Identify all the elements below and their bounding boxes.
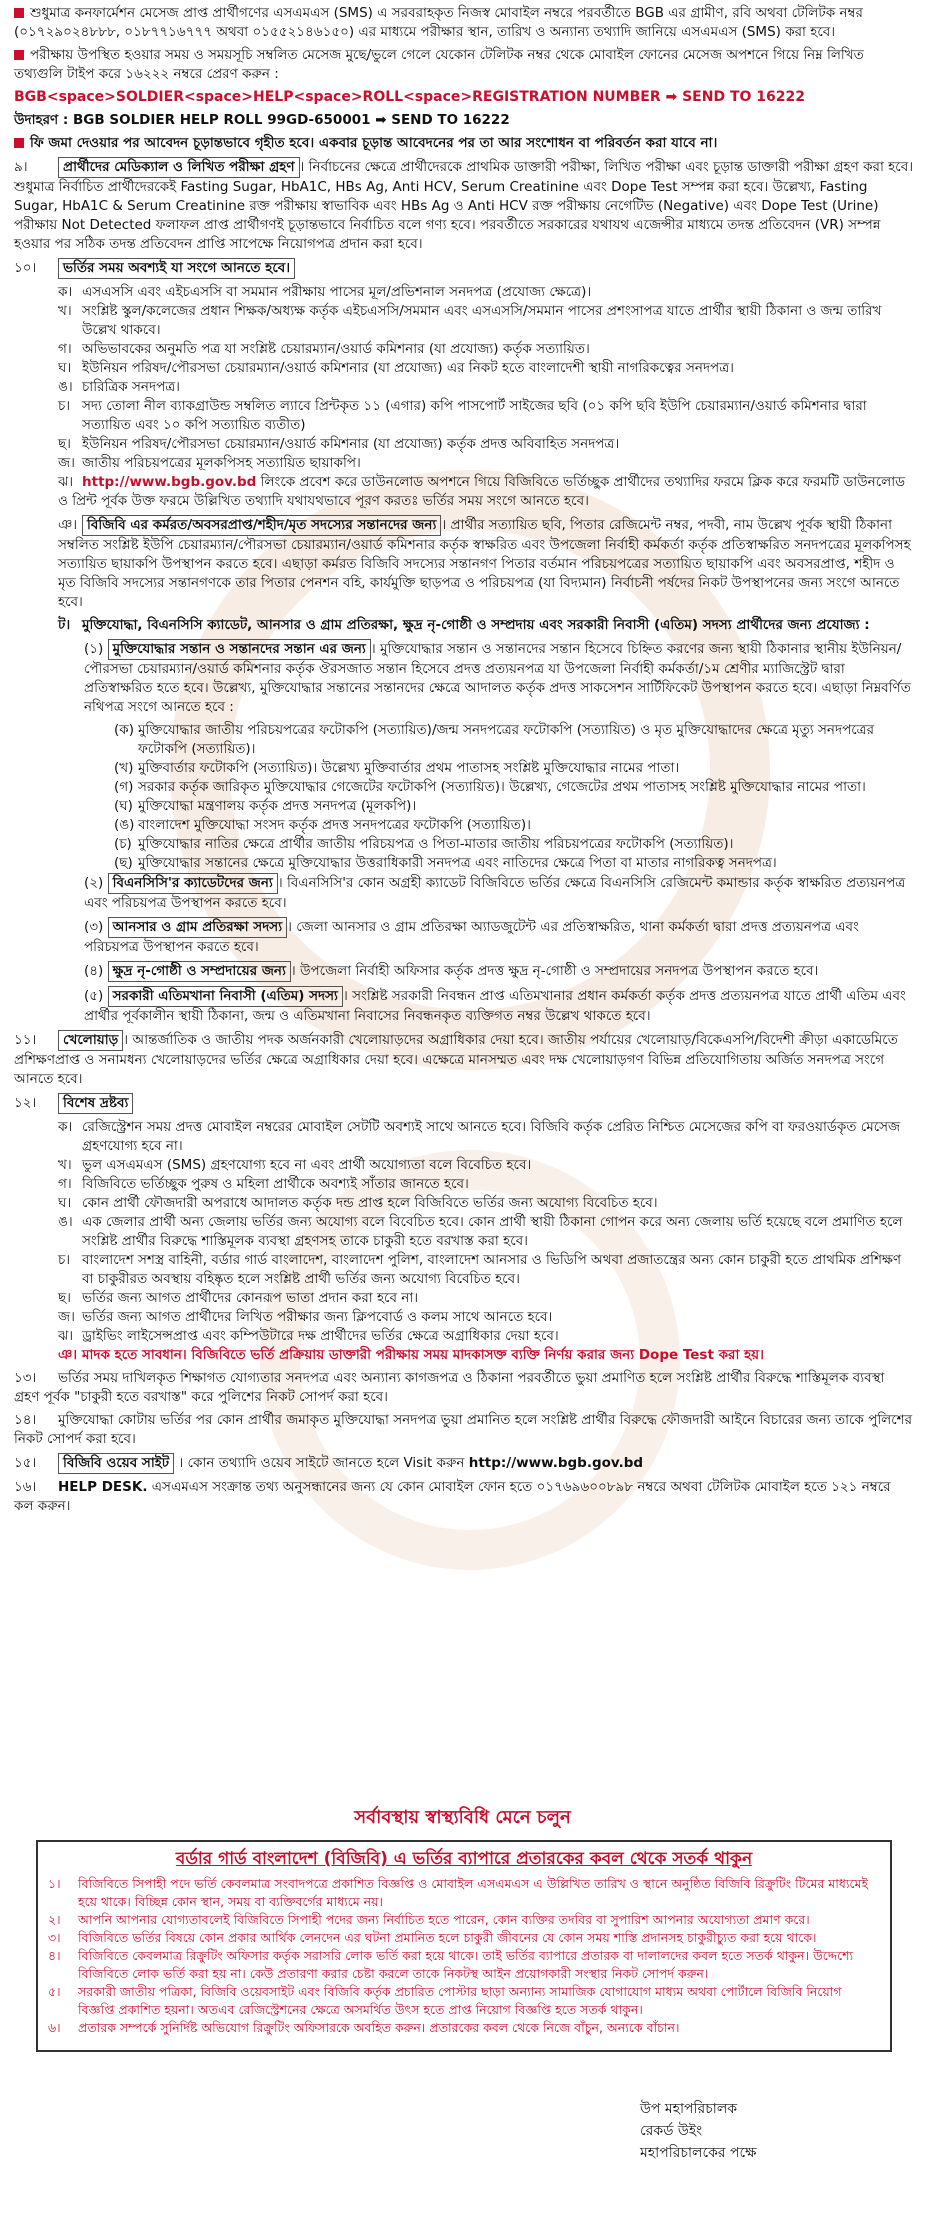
- list-item: ঝ। ড্রাইভিং লাইসেন্সপ্রাপ্ত এবং কম্পিউটারে দক্ষ প্রার্থীদের ভর্তির ক্ষেত্রে অগ্রাধিকার দেয়া হবে।: [58, 1328, 559, 1344]
- list-item: গ। বিজিবিতে ভর্তিচ্ছুক পুরুষ ও মহিলা প্রার্থীকে অবশ্যই সাঁতার জানতে হবে।: [58, 1176, 469, 1192]
- signatory-wing: রেকর্ড উইং: [640, 2123, 703, 2139]
- signature-block: [640, 2098, 757, 2164]
- list-item: ২। আপনি আপনার যোগ্যতাবলেই বিজিবিতে সিপাহী পদের জন্য নির্বাচিত হতে পারেন, কোন ব্যক্তির তদবির বা সুপারিশ আপনার অযোগ্যতা প্রমাণ করে।: [48, 1912, 810, 1927]
- fraud-warning-title: বর্ডার গার্ড বাংলাদেশ (বিজিবি) এ ভর্তির ব্যাপারে প্রতারকের কবল থেকে সতর্ক থাকুন: [175, 1849, 753, 1869]
- section-10-ta: ট। মুক্তিযোদ্ধা, বিএনসিসি ক্যাডেট, আনসার ও গ্রাম প্রতিরক্ষা, ক্ষুদ্র নৃ-গোষ্ঠী ও সম্প্রদায় এবং সরকারী নিবাসী (এতিম) সদস্য প্রার্থীদের জন্য প্রযোজ্য :: [58, 617, 870, 633]
- list-item: খ। ভুল এসএমএস (SMS) গ্রহণযোগ্য হবে না এবং প্রার্থী অযোগ্যতা বলে বিবেচিত হবে।: [58, 1157, 532, 1173]
- list-item: ছ। ভর্তির জন্য আগত প্রার্থীদের কোনরূপ ভাতা প্রদান করা হবে না।: [58, 1290, 419, 1306]
- list-item: ঘ। কোন প্রার্থী ফৌজদারী অপরাধে আদালত কর্তৃক দন্ড প্রাপ্ত হলে বিজিবিতে ভর্তির জন্য অযোগ্য বিবেচিত হবে।: [58, 1195, 658, 1211]
- section-9: ৯। প্রার্থীদের মেডিক্যাল ও লিখিত পরীক্ষা গ্রহণ । নির্বাচনের ক্ষেত্রে প্রার্থীদেরকে প্রাথমিক ডাক্তারী পরীক্ষা, লিখিত পরীক্ষা এবং চূড়ান্ত ডাক্তারী পরীক্ষা গ্রহণ করা হবে। শুধুমাত্র নির্বাচিত প্রার্থীদেরকেই Fasting Sugar, HbA1C, HBs Ag, Anti HCV, Serum Creatinine এবং Dope Test সম্পন্ন করা হবে। উল্লেখ্য, Fasting Sugar, HbA1C & Serum Creatinine রক্ত পরীক্ষায় স্বাভাবিক এবং HBs Ag ও Anti HCV রক্ত পরীক্ষায় নেগেটিভ (Negative) এবং Dope Test (Urine) পরীক্ষায় Not Detected ফলাফল প্রাপ্ত প্রার্থীগণই চূড়ান্তভাবে নির্বাচিত বলে গণ্য হবে। পরবর্তীতে সরকারের যথাযথ এজেন্সীর মাধ্যমে তদন্ত প্রতিবেদন (VR) সম্পন্ন হওয়ার পর সঠিক তদন্ত প্রতিবেদন প্রাপ্তি সাপেক্ষে নিয়োগপত্র প্রদান করা হবে।: [14, 159, 914, 252]
- section-15: ১৫। বিজিবি ওয়েব সাইট । কোন তথ্যাদি ওয়েব সাইটে জানতে হলে Visit করুন http://www.bgb.gov.bd: [14, 1453, 914, 1474]
- list-item: খ। সংশ্লিষ্ট স্কুল/কলেজের প্রধান শিক্ষক/অধ্যক্ষ কর্তৃক এইচএসসি/সমমান এবং এসএসসি/সমমান পাসের প্রশংসাপত্র যাতে প্রার্থীর স্থায়ী ঠিকানা ও জন্ম তারিখ উল্লেখ থাকবে।: [58, 303, 882, 338]
- section-16: ১৬। HELP DESK. এসএমএস সংক্রান্ত তথ্য অনুসন্ধানের জন্য যে কোন মোবাইল ফোন হতে ০১৭৬৯৬০০৮৯৮ নম্বরে অথবা টেলিটক মোবাইল হতে ১২১ নম্বরে কল করুন।: [14, 1479, 891, 1514]
- list-item: চ। বাংলাদেশ সশস্ত্র বাহিনী, বর্ডার গার্ড বাংলাদেশ, বাংলাদেশ পুলিশ, বাংলাদেশ আনসার ও ভিডিপি অথবা প্রজাতন্ত্রের অন্য কোন চাকুরী হতে প্রাথমিক প্রশিক্ষণ বা চাকুরীরত অবস্থায় বহিষ্কৃত হলে সংশ্লিষ্ট প্রার্থী ভর্তির জন্য অযোগ্য বিবেচিত হবে।: [58, 1252, 902, 1287]
- bullet-icon: [14, 138, 24, 148]
- list-item: (ছ) মুক্তিযোদ্ধার সন্তানের ক্ষেত্রে মুক্তিযোদ্ধার উত্তরাধিকারী সনদপত্র এবং নাতিদের ক্ষেত্রে পিতা বা মাতার নাগরিকত্ব সনদপত্র।: [114, 855, 777, 871]
- signatory-on-behalf: মহাপরিচালকের পক্ষে: [640, 2145, 757, 2161]
- sms-example: উদাহরণ : BGB SOLDIER HELP ROLL 99GD-650001 ➡ SEND TO 16222: [14, 112, 510, 128]
- list-item: ক। রেজিস্ট্রেশন সময় প্রদত্ত মোবাইল নম্বরের মোবাইল সেটটি অবশ্যই সাথে আনতে হবে। বিজিবি কর্তৃক প্রেরিত নিশ্চিত মেসেজের কপি বা ফরওয়ার্ডকৃত মেসেজ গ্রহণযোগ্য হবে না।: [58, 1119, 901, 1154]
- section-10-list: [14, 283, 914, 473]
- section-13: ১৩। ভর্তির সময় দাখিলকৃত শিক্ষাগত যোগ্যতার সনদপত্র এবং অন্যান্য কাগজপত্র ও ঠিকানা পরবর্তীতে ভুয়া প্রমাণিত হলে সংশ্লিষ্ট প্রার্থীর বিরুদ্ধে শাস্তিমূলক ব্যবস্থা গ্রহণ পূর্বক "চাকুরী হতে বরখাস্ত" করে পুলিশের নিকট সোপর্দ করা হবে।: [14, 1370, 885, 1405]
- dope-test-warning: ঞ। মাদক হতে সাবধান। বিজিবিতে ভর্তি প্রক্রিয়ায় ডাক্তারী পরীক্ষায় সময় মাদকাসক্ত ব্যক্তি নির্ণয় করার জন্য Dope Test করা হয়।: [58, 1347, 764, 1363]
- list-item: (ঙ) বাংলাদেশ মুক্তিযোদ্ধা সংসদ কর্তৃক প্রদত্ত সনদপত্রের ফটোকপি (সত্যায়িত)।: [114, 817, 531, 833]
- signatory-title: উপ মহাপরিচালক: [640, 2101, 738, 2117]
- list-item: জ। ভর্তির জন্য আগত প্রার্থীদের লিখিত পরীক্ষার জন্য ক্লিপবোর্ড ও কলম সাথে আনতে হবে।: [58, 1309, 553, 1325]
- section-11: ১১। খেলোয়াড় । আন্তর্জাতিক ও জাতীয় পদক অর্জনকারী খেলোয়াড়দের অগ্রাধিকার দেয়া হবে। জাতীয় পর্যায়ের খেলোয়াড়/বিকেএসপি/বিদেশী ক্রীড়া একাডেমিতে প্রশিক্ষণপ্রাপ্ত ও সনামধন্য খেলোয়াড়দের ভর্তির ক্ষেত্রে অগ্রাধিকার দেয়া হবে। এক্ষেত্রে মানসম্মত এবং দক্ষ খেলোয়াড়গণ বিভিন্ন প্রতিযোগিতায় অর্জিত সনদপত্র সংগে আনতে হবে।: [14, 1032, 898, 1087]
- orphanage-residents: (৫) সরকারী এতিমখানা নিবাসী (এতিম) সদস্য । সংশ্লিষ্ট সরকারী নিবন্ধন প্রাপ্ত এতিমখানার প্রধান কর্মকর্তা কর্তৃক প্রদত্ত প্রত্যয়নপত্র যাতে প্রার্থী এতিম এবং প্রার্থীর পূর্বকালীন স্থায়ী ঠিকানা, জন্ম ও এতিমখানা নিবাসের নিবন্ধনকৃত ব্যক্তিগত নম্বর উল্লেখ থাকতে হবে।: [84, 988, 906, 1024]
- section-14: ১৪। মুক্তিযোদ্ধা কোটায় ভর্তির পর কোন প্রার্থীর জমাকৃত মুক্তিযোদ্ধা সনদপত্র ভুয়া প্রমানিত হলে সংশ্লিষ্ট প্রার্থীর বিরুদ্ধে ফৌজদারী আইনে বিচারের জন্য তাকে পুলিশের নিকট সোপর্দ করা হবে।: [14, 1412, 913, 1447]
- section-10-heading: ১০। ভর্তির সময় অবশ্যই যা সংগে আনতে হবে।: [14, 258, 914, 279]
- section-12-heading: ১২। বিশেষ দ্রষ্টব্য: [14, 1093, 914, 1114]
- bgb-website-link[interactable]: http://www.bgb.gov.bd: [82, 474, 257, 490]
- list-item: (গ) সরকার কর্তৃক জারিকৃত মুক্তিযোদ্ধার গেজেটের ফটোকপি (সত্যায়িত)। উল্লেখ্য, গেজেটের প্রথম পাতাসহ সংশ্লিষ্ট মুক্তিযোদ্ধার নামের পাতা।: [114, 779, 866, 795]
- ansar-vdp: (৩) আনসার ও গ্রাম প্রতিরক্ষা সদস্য । জেলা আনসার ও গ্রাম প্রতিরক্ষা অ্যাডজুটেন্ট এর প্রতিস্বাক্ষরিত, থানা কর্মকর্তা দ্বারা প্রদত্ত প্রত্যয়নপত্র এবং পরিচয়পত্র উপস্থাপন করতে হবে।: [84, 919, 859, 955]
- list-item: ৩। বিজিবিতে ভর্তির বিষয়ে কোন প্রকার আর্থিক লেনদেন এর ঘটনা প্রমানিত হলে চাকুরী জীবনের যে কোন সময় শাস্তি প্রদানসহ চাকুরীচ্যুত করা হয়ে থাকে।: [48, 1930, 817, 1945]
- list-item: ১। বিজিবিতে সিপাহী পদে ভর্তি কেবলমাত্র সংবাদপত্রে প্রকাশিত বিজ্ঞপ্তি ও মোবাইল এসএমএস এ উল্লিখিত তারিখ ও স্থানে অনুষ্ঠিত বিজিবি রিক্রুটিং টিমের মাধ্যমেই হয়ে থাকে। বিচ্ছিন্ন কোন স্থান, সময় বা ব্যক্তিবর্গের মাধ্যমে নয়।: [48, 1876, 868, 1909]
- sms-format: BGB<space>SOLDIER<space>HELP<space>ROLL<space>REGISTRATION NUMBER ➡ SEND TO 16222: [14, 89, 805, 105]
- list-item: জ। জাতীয় পরিচয়পত্রের মূলকপিসহ সত্যায়িত ছায়াকপি।: [58, 455, 361, 471]
- list-item: (ঘ) মুক্তিযোদ্ধা মন্ত্রণালয় কর্তৃক প্রদত্ত সনদপত্র (মূলকপি)।: [114, 798, 417, 814]
- list-item: ঙ। চারিত্রিক সনদপত্র।: [58, 379, 180, 395]
- list-item: ঙ। এক জেলার প্রার্থী অন্য জেলায় ভর্তির জন্য অযোগ্য বলে বিবেচিত হবে। কোন প্রার্থী স্থায়ী ঠিকানা গোপন করে অন্য জেলায় ভর্তি হয়েছে বলে প্রমাণিত হলে সংশ্লিষ্ট প্রার্থীর বিরুদ্ধে শাস্তিমূলক ব্যবস্থা গ্রহণসহ তাকে চাকুরী হতে বরখাস্ত করা হবে।: [58, 1214, 903, 1249]
- website-link[interactable]: http://www.bgb.gov.bd: [468, 1455, 644, 1471]
- fraud-warning-box: [36, 1840, 892, 2052]
- fraud-warning-list: [38, 1875, 890, 2037]
- section-12-list: [14, 1118, 914, 1346]
- freedom-fighter-children: (১) মুক্তিযোদ্ধার সন্তান ও সন্তানদের সন্তান এর জন্য । মুক্তিযোদ্ধার সন্তান ও সন্তানদের সন্তান হিসেবে চিহ্নিত করণের জন্য স্থায়ী ঠিকানার স্থানীয় ইউনিয়ন/পৌরসভা চেয়ারম্যান/ওয়ার্ড কমিশনার কর্তৃক ঔরসজাত সন্তান হিসেবে প্রদত্ত প্রত্যয়নপত্র যা উপজেলা নির্বাহী কর্মকর্তা/১ম শ্রেণীর ম্যাজিস্ট্রেট দ্বারা প্রতিস্বাক্ষরিত হতে হবে। উল্লেখ্য, মুক্তিযোদ্ধার সন্তানের সন্তানদের ক্ষেত্রে আদালত কর্তৃক প্রদত্ত সাকসেশন সার্টিফিকেট উপস্থাপন করতে হবে। এছাড়া নিম্নবর্ণিত নথিপত্র সংগে আনতে হবে :: [84, 641, 911, 715]
- list-item: ক। এসএসসি এবং এইচএসসি বা সমমান পরীক্ষায় পাসের মূল/প্রভিশনাল সনদপত্র (প্রযোজ্য ক্ষেত্রে)।: [58, 284, 592, 300]
- list-item: ৪। বিজিবিতে কেবলমাত্র রিক্রুটিং অফিসার কর্তৃক সরাসরি লোক ভর্তি করা হয়ে থাকে। তাই ভর্তির ব্যাপারে প্রতারক বা দালালদের কবল হতে সতর্ক থাকুন। উদ্দেশ্যে বিজিবিতে লোক ভর্তি করা হয় না। কেউ প্রতারণা করার চেষ্টা করলে তাকে নিকটস্থ আইন প্রয়োগকারী সংস্থার নিকট সোপর্দ করুন।: [48, 1948, 854, 1981]
- list-item: ঘ। ইউনিয়ন পরিষদ/পৌরসভা চেয়ারম্যান/ওয়ার্ড কমিশনার (যা প্রযোজ্য) এর নিকট হতে বাংলাদেশী স্থায়ী নাগরিকত্বের সনদপত্র।: [58, 360, 734, 376]
- sms-info: শুধুমাত্র কনফার্মেশন মেসেজ প্রাপ্ত প্রার্থীগণের এসএমএস (SMS) এ সরবরাহকৃত নিজস্ব মোবাইল নম্বরে পরবর্তীতে BGB এর গ্রামীণ, রবি অথবা টেলিটক নম্বর (০১৭২৯০২৪৮৮৮, ০১৮৭৭১৬৭৭৭ অথবা ০১৫৫২১৪৬১৫০) এর মাধ্যমে পরীক্ষার স্থান, তারিখ ও অন্যান্য তথ্যাদি জানিয়ে এসএমএস (SMS) করা হবে।: [14, 5, 863, 40]
- list-item: (ক) মুক্তিযোদ্ধার জাতীয় পরিচয়পত্রের ফটোকপি (সত্যায়িত)/জন্ম সনদপত্রের ফটোকপি (সত্যায়িত) ও মৃত মুক্তিযোদ্ধাদের ক্ষেত্রে মৃত্যু সনদপত্রের ফটোকপি (সত্যায়িত)।: [114, 722, 875, 757]
- health-notice: সর্বাবস্থায় স্বাস্থ্যবিধি মেনে চলুন: [354, 1807, 571, 1828]
- sms-help-info: পরীক্ষায় উপস্থিত হওয়ার সময় ও সময়সূচি সম্বলিত মেসেজ মুছে/ভুলে গেলে যেকোন টেলিটক নম্বর থেকে মোবাইল ফোনের মেসেজ অপশনে গিয়ে নিম্ন লিখিত তথ্যগুলি টাইপ করে ১৬২২২ নম্বরে প্রেরণ করুন :: [14, 47, 864, 82]
- freedom-fighter-documents: [14, 721, 914, 873]
- list-item: (খ) মুক্তিবার্তার ফটোকপি (সত্যায়িত)। উল্লেখ্য মুক্তিবার্তার প্রথম পাতাসহ সংশ্লিষ্ট মুক্তিযোদ্ধার নামের পাতা।: [114, 760, 680, 776]
- section-10-jha: ঝ। http://www.bgb.gov.bd লিংকে প্রবেশ করে ডাউনলোড অপশনে গিয়ে বিজিবিতে ভর্তিচ্ছুক প্রার্থীদের তথ্যাদির ফরমে ক্লিক করে ফরমটি ডাউনলোড ও প্রিন্ট পূর্বক উক্ত ফরমে উল্লিখিত তথ্যাদি যথাযথভাবে পূরণ করতঃ ভর্তির সময় সংগে আনতে হবে।: [58, 474, 906, 509]
- bullet-icon: [14, 8, 24, 18]
- list-item: গ। অভিভাবকের অনুমতি পত্র যা সংশ্লিষ্ট চেয়ারম্যান/ওয়ার্ড কমিশনার (যা প্রযোজ্য) কর্তৃক সত্যায়িত।: [58, 341, 590, 357]
- bullet-icon: [14, 50, 24, 60]
- bncc-cadets: (২) বিএনসিসি'র ক্যাডেটদের জন্য । বিএনসিসি'র কোন অগ্রহী ক্যাডেট বিজিবিতে ভর্তির ক্ষেত্রে বিএনসিসি রেজিমেন্ট কমান্ডার কর্তৃক স্বাক্ষরিত প্রত্যয়নপত্র এবং পরিচয়পত্র উপস্থাপন করতে হবে।: [84, 875, 906, 911]
- list-item: ৫। সরকারী জাতীয় পত্রিকা, বিজিবি ওয়েবসাইট এবং বিজিবি কর্তৃক প্রচারিত পোস্টার ছাড়া অন্যান্য সামাজিক যোগাযোগ মাধ্যম অথবা পোর্টালে বিজিবি নিয়োগ বিজ্ঞপ্তি প্রকাশিত হয়না। অতএব রেজিস্ট্রেশনের ক্ষেত্রে অসমর্থিত উৎস হতে প্রাপ্ত নিয়োগ বিজ্ঞপ্তি হতে সতর্ক থাকুন।: [48, 1984, 842, 2017]
- section-10-nya: ঞ। বিজিবি এর কর্মরত/অবসরপ্রাপ্ত/শহীদ/মৃত সদস্যের সন্তানদের জন্য । প্রার্থীর সত্যায়িত ছবি, পিতার রেজিমেন্ট নম্বর, পদবী, নাম উল্লেখ পূর্বক স্থায়ী ঠিকানা সম্বলিত সংশ্লিষ্ট ইউপি চেয়ারম্যান/পৌরসভা চেয়ারম্যান/ওয়ার্ড কমিশনার কর্তৃক স্বাক্ষরিত এবং উপজেলা নির্বাহী কর্মকর্তা কর্তৃক প্রতিস্বাক্ষরিত সনদপত্রের মূলকপিসহ সত্যায়িত ছায়াকপি উপস্থাপন করতে হবে। এছাড়া কর্মরত বিজিবি সদস্যের সন্তানগণ পিতার বর্তমান পরিচয়পত্রের সত্যায়িত ছায়াকপি এবং অবসরপ্রাপ্ত, শহীদ ও মৃত বিজিবি সদস্যের সন্তানগণকে তার পিতার পেনশন বহি, কার্যমুক্তি ছাড়পত্র ও পরিচয়পত্র (যা বিদ্যমান) নির্বাচনী পর্ষদের নিকট উপস্থাপনের জন্য সংগে আনতে হবে।: [58, 517, 911, 610]
- list-item: ছ। ইউনিয়ন পরিষদ/পৌরসভা চেয়ারম্যান/ওয়ার্ড কমিশনার (যা প্রযোজ্য) কর্তৃক প্রদত্ত অবিবাহিত সনদপত্র।: [58, 436, 620, 452]
- list-item: (চ) মুক্তিযোদ্ধার নাতির ক্ষেত্রে প্রার্থীর জাতীয় পরিচয়পত্র ও পিতা-মাতার জাতীয় পরিচয়পত্রের ফটোকপি (সত্যায়িত)।: [114, 836, 734, 852]
- list-item: চ। সদ্য তোলা নীল ব্যাকগ্রাউন্ড সম্বলিত ল্যাবে প্রিন্টকৃত ১১ (এগার) কপি পাসপোর্ট সাইজের ছবি (০১ কপি ছবি ইউপি চেয়ারম্যান/ওয়ার্ড কমিশনার দ্বারা সত্যায়িত এবং ১০ কপি সত্যায়িত ব্যতীত): [58, 398, 867, 433]
- list-item: ৬। প্রতারক সম্পর্কে সুনির্দিষ্ট অভিযোগ রিক্রুটিং অফিসারকে অবহিত করুন। প্রতারকের কবল থেকে নিজে বাঁচুন, অন্যকে বাঁচান।: [48, 2020, 680, 2035]
- fee-notice: ফি জমা দেওয়ার পর আবেদন চূড়ান্তভাবে গৃহীত হবে। একবার চূড়ান্ত আবেদনের পর তা আর সংশোধন বা পরিবর্তন করা যাবে না।: [14, 134, 914, 153]
- circular-body: [14, 4, 914, 1520]
- ethnic-minority: (৪) ক্ষুদ্র নৃ-গোষ্ঠী ও সম্প্রদায়ের জন্য । উপজেলা নির্বাহী অফিসার কর্তৃক প্রদত্ত ক্ষুদ্র নৃ-গোষ্ঠী ও সম্প্রদায়ের সনদপত্র উপস্থাপন করতে হবে।: [14, 961, 914, 982]
